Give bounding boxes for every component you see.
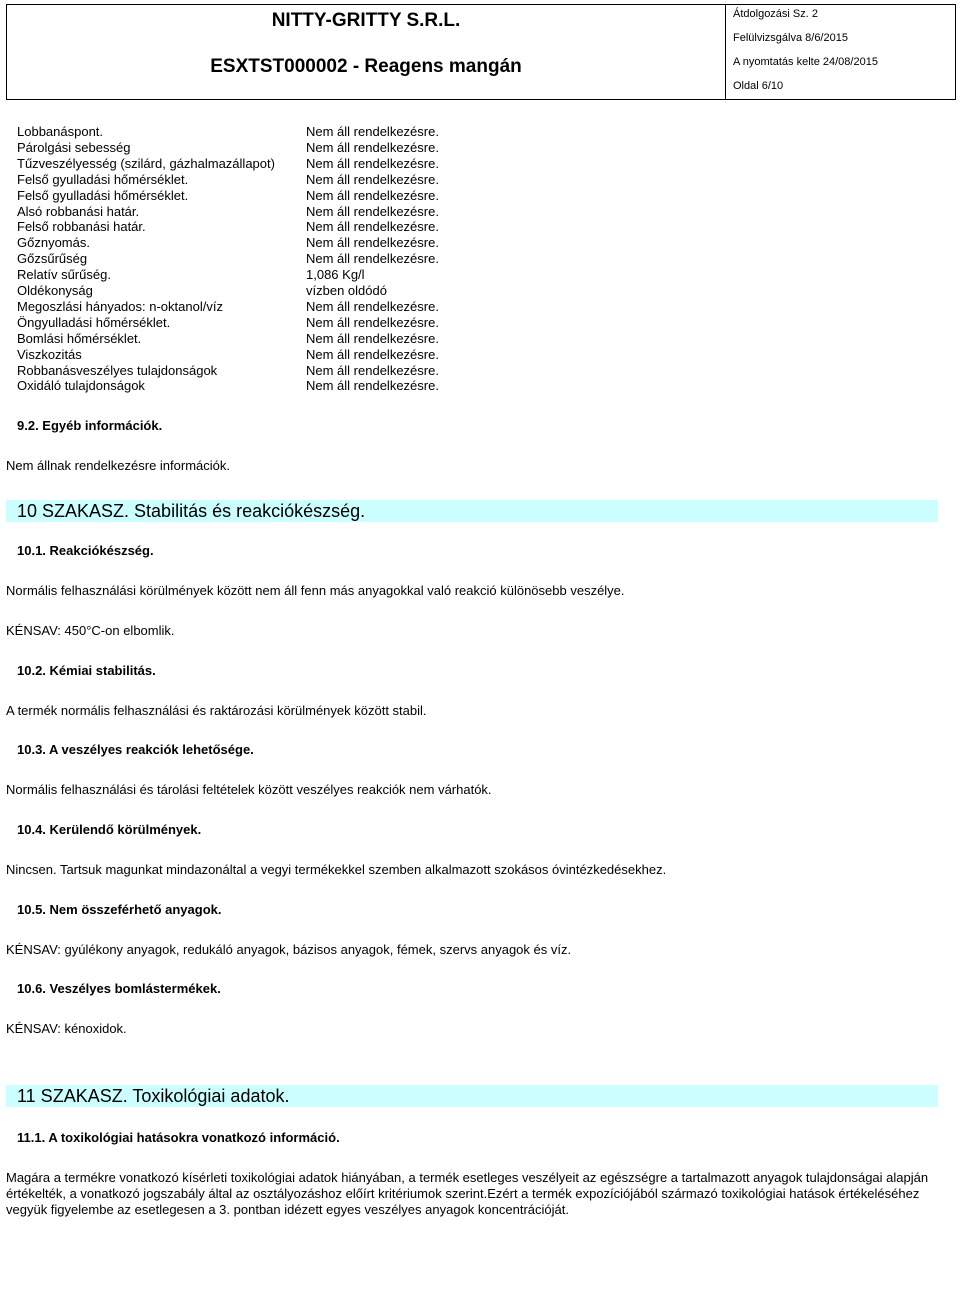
section-10-3-text: Normális felhasználási és tárolási feltételek között veszélyes reakciók nem várhatók.	[6, 782, 492, 797]
section-10-1-heading: 10.1. Reakciókészség.	[17, 543, 154, 558]
section-9-2-heading: 9.2. Egyéb információk.	[17, 418, 163, 433]
property-label: Felső gyulladási hőmérséklet.	[17, 187, 189, 203]
property-label: Robbanásveszélyes tulajdonságok	[17, 362, 218, 378]
property-value: Nem áll rendelkezésre.	[306, 330, 439, 346]
property-value: Nem áll rendelkezésre.	[306, 155, 439, 171]
section-11-title: 11 SZAKASZ. Toxikológiai adatok.	[17, 1086, 290, 1106]
property-label: Tűzveszélyesség (szilárd, gázhalmazállapot)	[17, 155, 275, 171]
property-label: Gőzsűrűség	[17, 251, 88, 267]
page-number: Oldal 6/10	[733, 80, 784, 92]
section-10-1-text-b: KÉNSAV: 450°C-on elbomlik.	[6, 623, 175, 638]
property-label: Bomlási hőmérséklet.	[17, 330, 142, 346]
print-date: A nyomtatás kelte 24/08/2015	[733, 56, 878, 68]
header-divider	[725, 5, 726, 99]
property-value: Nem áll rendelkezésre.	[306, 171, 439, 187]
property-value: Nem áll rendelkezésre.	[306, 187, 439, 203]
section-10-2-heading: 10.2. Kémiai stabilitás.	[17, 663, 156, 678]
section-11-1-heading: 11.1. A toxikológiai hatásokra vonatkozó információ.	[17, 1130, 340, 1145]
section-10-4-text: Nincsen. Tartsuk magunkat mindazonáltal a vegyi termékekkel szemben alkalmazott szokásos óvintézkedésekhez.	[6, 862, 667, 877]
section-11-bar	[6, 1085, 938, 1107]
property-label: Öngyulladási hőmérséklet.	[17, 314, 171, 330]
property-label: Felső robbanási határ.	[17, 219, 146, 235]
property-value: Nem áll rendelkezésre.	[306, 124, 439, 139]
property-label: Oxidáló tulajdonságok	[17, 378, 145, 394]
property-value: Nem áll rendelkezésre.	[306, 203, 439, 219]
revision-number: Átdolgozási Sz. 2	[733, 8, 818, 20]
section-10-6-text: KÉNSAV: kénoxidok.	[6, 1021, 127, 1036]
property-value: vízben oldódó	[306, 283, 387, 298]
review-date: Felülvizsgálva 8/6/2015	[733, 32, 848, 44]
property-label: Alsó robbanási határ.	[17, 203, 140, 219]
section-11-1-text: Magára a termékre vonatkozó kísérleti toxikológiai adatok hiányában, a termék esetleges veszélyeit az egészségre a tartalmazott anyagok tulajdonságai alapján értékelték, a vonatkozó jogszabály által az osztályozáshoz előírt kritériumok szerint.Ezért a termék expozíciójából származó toxikológiai hatások értékeléséhez vegyük figyelembe az esetlegesen a 3. pontban idézett egyes veszélyes anyagok koncentrációját.	[6, 1170, 929, 1217]
section-10-4-heading: 10.4. Kerülendő körülmények.	[17, 822, 202, 837]
property-label: Gőznyomás.	[17, 235, 90, 251]
section-10-3-heading: 10.3. A veszélyes reakciók lehetősége.	[17, 742, 254, 757]
property-value: Nem áll rendelkezésre.	[306, 251, 439, 267]
section-10-2-text: A termék normális felhasználási és raktározási körülmények között stabil.	[6, 703, 427, 718]
company-name: NITTY-GRITTY S.R.L.	[271, 10, 461, 31]
property-value: Nem áll rendelkezésre.	[306, 298, 439, 314]
section-10-bar	[6, 500, 938, 522]
property-label: Megoszlási hányados: n-oktanol/víz	[17, 298, 223, 314]
property-value: Nem áll rendelkezésre.	[306, 235, 439, 251]
property-value: Nem áll rendelkezésre.	[306, 314, 439, 330]
property-value: Nem áll rendelkezésre.	[306, 346, 439, 362]
property-label: Viszkozitás	[17, 346, 82, 362]
section-10-title: 10 SZAKASZ. Stabilitás és reakciókészség.	[17, 501, 366, 521]
document-header	[6, 4, 956, 100]
property-value: Nem áll rendelkezésre.	[306, 378, 439, 394]
property-label: Oldékonyság	[17, 283, 93, 298]
property-label: Felső gyulladási hőmérséklet.	[17, 171, 189, 187]
section-10-1-text-a: Normális felhasználási körülmények között nem áll fenn más anyagokkal való reakció különösebb veszélye.	[6, 583, 625, 598]
section-10-6-heading: 10.6. Veszélyes bomlástermékek.	[17, 981, 221, 996]
product-name: ESXTST000002 - Reagens mangán	[210, 56, 522, 77]
property-value: 1,086 Kg/l	[306, 267, 365, 283]
section-9-2-text: Nem állnak rendelkezésre információk.	[6, 458, 230, 473]
property-value: Nem áll rendelkezésre.	[306, 219, 439, 235]
property-label: Lobbanáspont.	[17, 124, 104, 139]
section-10-5-heading: 10.5. Nem összeférhető anyagok.	[17, 902, 222, 917]
property-label: Párolgási sebesség	[17, 139, 131, 155]
section-10-5-text: KÉNSAV: gyúlékony anyagok, redukáló anyagok, bázisos anyagok, fémek, szervs anyagok és víz.	[6, 942, 572, 957]
property-value: Nem áll rendelkezésre.	[306, 362, 439, 378]
header-title-block	[7, 5, 725, 99]
property-value: Nem áll rendelkezésre.	[306, 139, 439, 155]
property-label: Relatív sűrűség.	[17, 267, 111, 283]
